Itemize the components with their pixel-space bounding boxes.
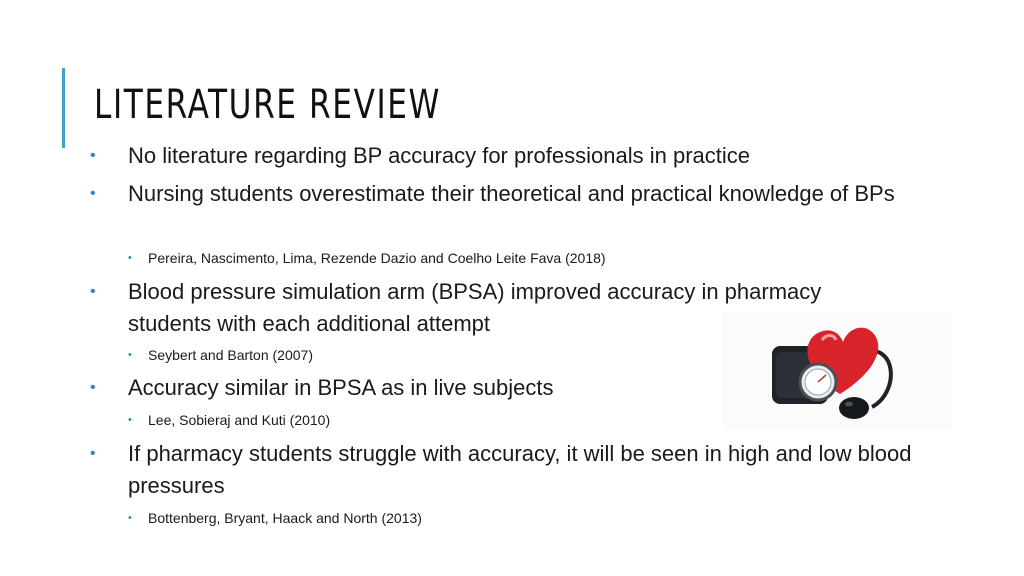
citation-marker: • [128, 252, 132, 264]
citation-item [128, 248, 908, 268]
bullet-marker: • [90, 185, 96, 202]
pump-bulb [839, 397, 869, 419]
citation-marker: • [128, 512, 132, 524]
bullet-marker: • [90, 445, 96, 462]
bullet-text: Nursing students overestimate their theoretical and practical knowledge of BPs [128, 181, 895, 206]
citation-text: Seybert and Barton (2007) [148, 347, 313, 363]
bullet-item [90, 178, 918, 210]
accent-bar [62, 68, 65, 148]
bullet-marker: • [90, 283, 96, 300]
citation-item [128, 508, 908, 528]
bullet-item [90, 140, 928, 172]
bullet-marker: • [90, 147, 96, 164]
bullet-text: Blood pressure simulation arm (BPSA) improved accuracy in pharmacy students with each additional attempt [128, 279, 822, 336]
bullet-marker: • [90, 379, 96, 396]
bullet-text: Accuracy similar in BPSA as in live subjects [128, 375, 554, 400]
bullet-text: If pharmacy students struggle with accuracy, it will be seen in high and low blood pressures [128, 441, 912, 498]
bullet-text: No literature regarding BP accuracy for professionals in practice [128, 143, 751, 168]
bulb-shine [845, 402, 853, 407]
citation-text: Lee, Sobieraj and Kuti (2010) [148, 412, 331, 428]
citation-text: Pereira, Nascimento, Lima, Rezende Dazio and Coelho Leite Fava (2018) [148, 250, 606, 266]
slide-title: LITERATURE REVIEW [94, 82, 441, 128]
citation-marker: • [128, 414, 132, 426]
citation-marker: • [128, 349, 132, 361]
bullet-item [90, 438, 918, 502]
citation-text: Bottenberg, Bryant, Haack and North (2013) [148, 510, 422, 526]
heart-bp-cuff-icon [722, 312, 952, 430]
heart-sphygmomanometer-image [722, 312, 952, 430]
